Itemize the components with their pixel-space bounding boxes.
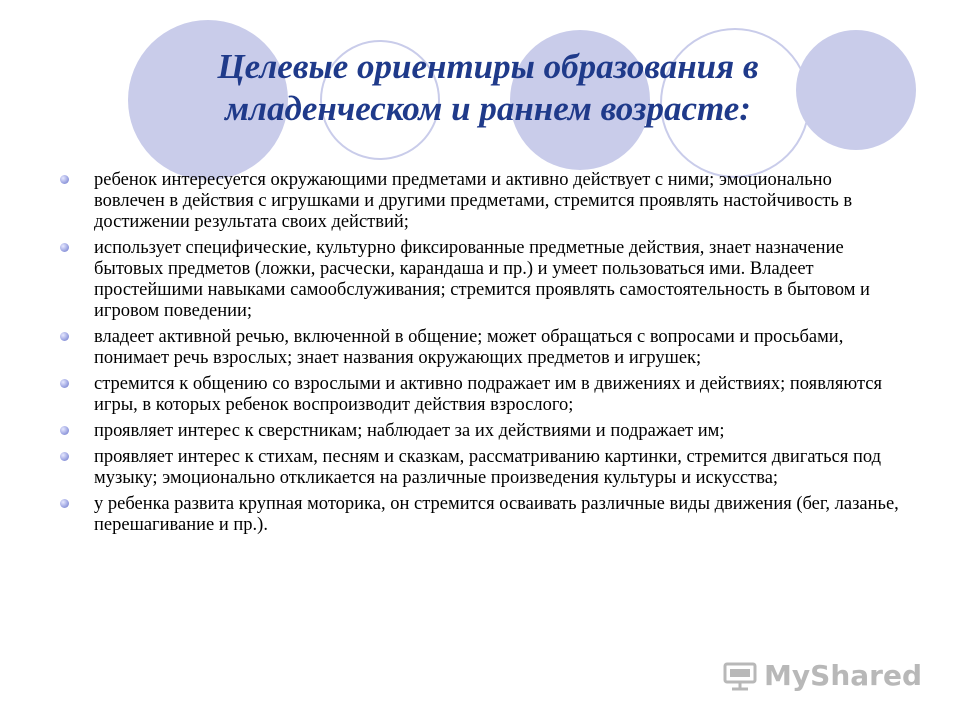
list-item <box>60 327 900 369</box>
bullet-icon <box>60 243 69 252</box>
bullet-list <box>60 170 900 541</box>
watermark-text: MyShared <box>764 659 922 692</box>
bullet-icon <box>60 499 69 508</box>
list-item-text: стремится к общению со взрослыми и активно подражает им в движениях и действиях; появляются игры, в которых ребенок воспроизводит действия взрослого; <box>94 374 883 415</box>
bullet-icon <box>60 426 69 435</box>
bullet-icon <box>60 379 69 388</box>
presentation-board-icon <box>722 661 758 691</box>
bullet-icon <box>60 175 69 184</box>
list-item <box>60 447 900 489</box>
list-item-text: владеет активной речью, включенной в общение; может обращаться с вопросами и просьбами, понимает речь взрослых; знает названия окружающих предметов и игрушек; <box>94 327 844 368</box>
list-item <box>60 238 900 322</box>
list-item <box>60 421 900 442</box>
list-item <box>60 170 900 233</box>
watermark <box>722 659 922 692</box>
list-item-text: ребенок интересуется окружающими предметами и активно действует с ними; эмоционально вовлечен в действия с игрушками и другими предметами, стремится проявлять настойчивость в достижении результата своих действий; <box>94 170 853 232</box>
list-item-text: у ребенка развита крупная моторика, он стремится осваивать различные виды движения (бег, лазанье, перешагивание и пр.). <box>94 494 899 535</box>
bullet-icon <box>60 452 69 461</box>
bullet-icon <box>60 332 69 341</box>
list-item-text: проявляет интерес к сверстникам; наблюдает за их действиями и подражает им; <box>94 421 725 441</box>
slide-title: Целевые ориентиры образования в младенческом и раннем возрасте: <box>217 47 759 128</box>
list-item <box>60 374 900 416</box>
list-item-text: проявляет интерес к стихам, песням и сказкам, рассматриванию картинки, стремится двигаться под музыку; эмоционально откликается на различные произведения культуры и искусства; <box>94 447 881 488</box>
list-item-text: использует специфические, культурно фиксированные предметные действия, знает назначение бытовых предметов (ложки, расчески, карандаша и пр.) и умеет пользоваться ими. Владеет простейшими навыками самообслуживания; стремится проявлять самостоятельность в бытовом и игровом поведении; <box>94 238 870 321</box>
list-item <box>60 494 900 536</box>
